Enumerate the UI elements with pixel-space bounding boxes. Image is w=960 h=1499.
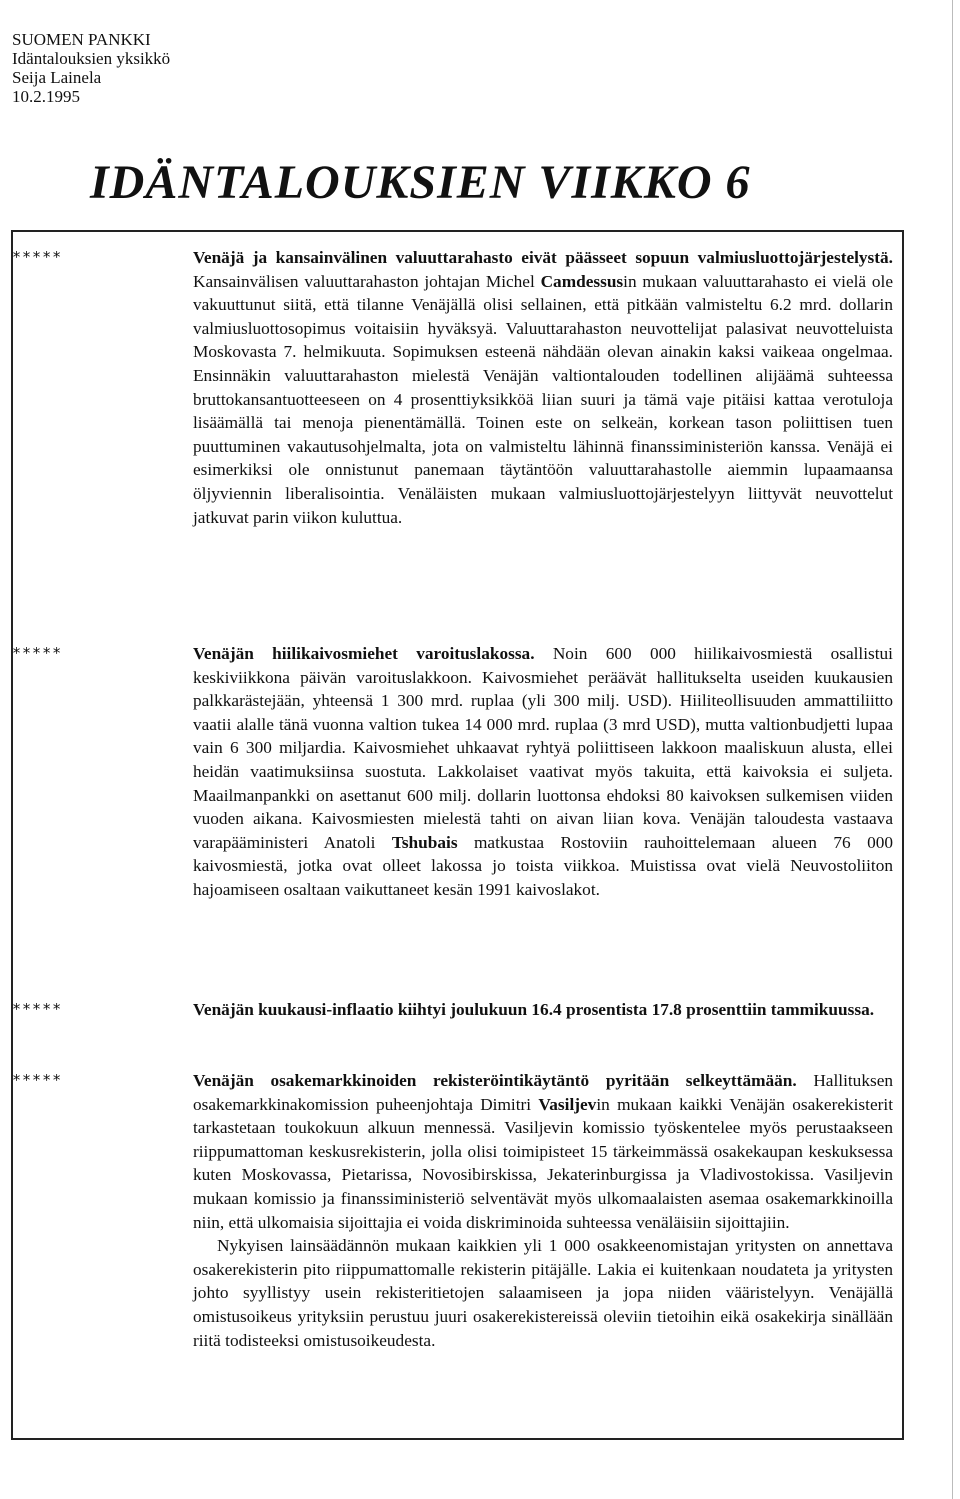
body-text: Hallituksen osakemarkkinakomission puheenjohtaja Dimitri — [193, 1071, 893, 1114]
article-inflation — [193, 998, 893, 1022]
body-text: in mukaan kaikki Venäjän osakerekisterit tarkastetaan toukokuun alkuun mennessä. Vasiljevin komissio työskentelee myös perustaakseen riippumattoman keskusrekisterin, jolla olisi toimipisteet 15 tärkeimmässä osakekaupan keskuksessa kuten Moskovassa, Pietarissa, Novosibirskissa, Jekaterinburgissa ja Vladivostokissa. Vasiljevin mukaan komissio ja finanssiministeriö selventävät myös ulkomaalaisten asemaa osakemarkkinoilla niin, että ulkomaisia sijoittajia ei voida diskriminoida suhteessa venäläisiin sijoittajiin. — [193, 1094, 893, 1232]
bold-text: Venäjän kuukausi-inflaatio kiihtyi joulukuun 16.4 prosentista 17.8 prosenttiin tammikuussa. — [193, 1000, 875, 1019]
author-name: Seija Lainela — [12, 68, 102, 87]
document-header — [12, 30, 170, 106]
bold-text: Venäjän osakemarkkinoiden rekisteröintikäytäntö pyritään selkeyttämään. — [193, 1071, 797, 1090]
body-text: matkustaa Rostoviin rauhoittelemaan alueen 76 000 kaivosmiestä, jotka ovat olleet lakossa jo toista viikkoa. Muistissa ovat vielä Neuvostoliiton hajoamiseen osaltaan vaikuttaneet kesän 1991 kaivoslakot. — [193, 832, 893, 899]
page-title: IDÄNTALOUKSIEN VIIKKO 6 — [90, 156, 751, 209]
body-text: Nykyisen lainsäädännön mukaan kaikkien yli 1 000 osakkeenomistajan yritysten on annettava osakerekisterin pito riippumattomalle rekisterin pitäjälle. Lakia ei kuitenkaan noudateta ja yritysten johto syyllistyy usein rekisteritietojen salaamiseen ja jopa niiden vääristelyyn. Venäjällä omistusoikeus yrityksiin perustuu juuri osakerekistereissä oleviin tietoihin eikä osakekirja sinällään riitä todisteeksi omistusoikeudesta. — [193, 1236, 893, 1350]
article-imf — [193, 246, 893, 529]
article-paragraph — [193, 1069, 893, 1234]
article-paragraph — [193, 642, 893, 902]
body-text: Kansainvälisen valuuttarahaston johtajan Michel — [193, 271, 541, 291]
section-marker: ***** — [12, 248, 63, 266]
article-paragraph — [193, 1234, 893, 1352]
organization-name: SUOMEN PANKKI — [12, 30, 151, 49]
bold-text: Venäjän hiilikaivosmiehet varoituslakossa. — [193, 644, 535, 663]
article-paragraph — [193, 246, 893, 529]
body-text: in mukaan valuuttarahasto ei vielä ole vakuuttunut siitä, että tilanne Venäjällä olisi sellainen, että pitkään valmisteltu 6.2 mrd. dollarin valmiusluottosopimus voitaisiin hyväksyä. Valuuttarahaston neuvottelijat palasivat neuvotteluista Moskovasta 7. helmikuuta. Sopimuksen esteenä nähdään olevan ainakin kaksi vaikeaa ongelmaa. Ensinnäkin valuuttarahaston mielestä Venäjän valtiontalouden todellinen alijäämä suhteessa bruttokansantuotteeseen on 4 prosenttiyksikköä liian suuri ja tämä vaje pitäisi kattaa verotuloja lisäämällä tai menoja pienentämällä. Toinen este on selkeän, korkean tason poliittisen tuen puuttuminen vakautusohjelmalta, jota on valmisteltu lähinnä finanssiministeriön kanssa. Venäjä ei esimerkiksi ole onnistunut panemaan täytäntöön valuuttarahastolle aiemmin lupaamaansa öljyviennin liberalisointia. Venäläisten mukaan valmiusluottojärjestelyyn liittyvät neuvottelut jatkuvat parin viikon kuluttua. — [193, 271, 894, 527]
bold-text: Vasiljev — [538, 1094, 597, 1114]
scan-edge-line — [952, 0, 953, 1499]
section-marker: ***** — [12, 1000, 63, 1018]
department-name: Idäntalouksien yksikkö — [12, 49, 171, 68]
article-paragraph — [193, 998, 893, 1022]
bold-text: Venäjä ja kansainvälinen valuuttarahasto eivät päässeet sopuun valmiusluottojärjestelystä. — [193, 248, 893, 267]
section-marker: ***** — [12, 1071, 63, 1089]
document-date: 10.2.1995 — [12, 87, 80, 106]
article-stock-registry — [193, 1069, 893, 1352]
bold-text: Camdessus — [540, 271, 624, 291]
section-marker: ***** — [12, 644, 63, 662]
body-text: Noin 600 000 hiilikaivosmiestä osallistui keskiviikkona päivän varoituslakkoon. Kaivosmiehet peräävät hallitukselta useiden kuukausien palkkarästejään, yhteensä 1 300 mrd. ruplaa (yli 300 milj. USD). Hiiliteollisuuden ammattiliitto vaatii alalle tänä vuonna valtion tukea 14 000 mrd. ruplaa (3 mrd USD), mutta valtionbudjetti lupaa vain 6 300 miljardia. Kaivosmiehet uhkaavat ryhtyä poliittiseen lakkoon maaliskuun alusta, ellei heidän vaatimuksiinsa suostuta. Lakkolaiset vaativat myös takuita, että kaivoksia ei suljeta. Maailmanpankki on asettanut 600 milj. dollarin luottonsa ehdoksi 80 kaivoksen sulkemisen viiden vuoden aikana. Kaivosmiesten mielestä tahti on aivan liian kova. Venäjän taloudesta vastaava varapääministeri Anatoli — [193, 644, 893, 852]
article-coal-miners — [193, 642, 893, 902]
bold-text: Tshubais — [391, 832, 458, 852]
